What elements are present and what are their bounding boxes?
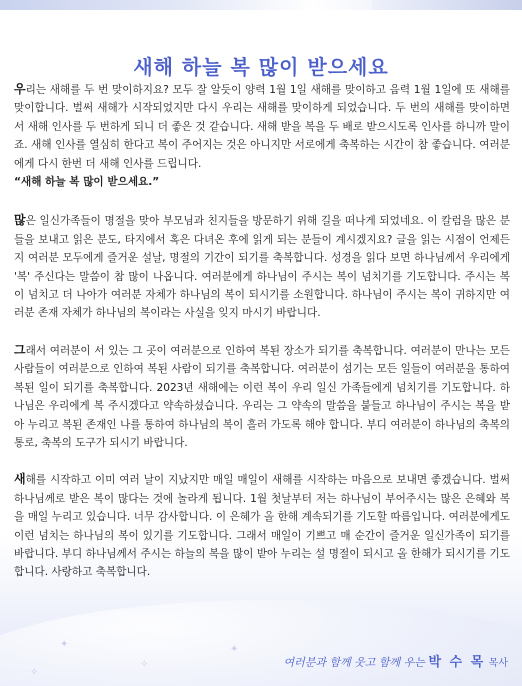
paragraph-initial: 많 [14, 213, 26, 228]
signature-role: 목사 [488, 658, 508, 669]
quote-line: “새해 하늘 복 많이 받으세요.” [14, 176, 160, 189]
page-title: 새해 하늘 복 많이 받으세요 [133, 55, 389, 80]
paragraph-2 [14, 211, 510, 322]
paragraph-4 [14, 470, 510, 581]
snowflake-icon: ✧ [30, 667, 39, 678]
paragraph-initial: 새 [14, 472, 26, 487]
paragraph-initial: 우 [14, 82, 26, 96]
signature-name: 박 수 목 [428, 655, 486, 670]
signature [283, 651, 508, 670]
signature-prefix: 여러분과 함께 웃고 함께 우는 [283, 656, 425, 669]
paragraph-3 [14, 341, 510, 452]
paragraph-text: 래서 여러분이 서 있는 그 곳이 여러분으로 인하여 복된 장소가 되기를 축복합니다. 여러분이 만나는 모든 사람들이 여러분으로 인하여 복된 사람이 되기를 축복합니다. 여러분이 섬기는 모든 일들이 여러분을 통하여 복된 일이 되기를 축복합니다. 2023년 새해에는 이런 복이 우리 일신 가족들에게 넘치기를 기도합니다. 하나님은 우리에게 복 주시겠다고 약속하셨습니다. 우리는 그 약속의 말씀을 붙들고 하나님이 주시는 복을 받아 누리고 복된 존재인 나를 통하여 하나님의 복이 흘러 가도록 해야 합니다. 부디 여러분이 하나님의 축복의 통로, 축복의 도구가 되시기 바랍니다. [14, 344, 510, 449]
snow-background [0, 600, 522, 686]
paragraph-text: 은 일신가족들이 명절을 맞아 부모님과 친지들을 방문하기 위해 길을 떠나게 되었네요. 이 칼럼을 많은 분들을 보내고 읽은 분도, 타지에서 혹은 다녀온 후에 읽게 되는 분들이 계시겠지요? 글을 읽는 시점이 언제든지 여러분 모두에게 즐거운 설날, 명절의 기간이 되기를 축복합니다. 성경을 읽다 보면 하나님께서 우리에게 '복' 주신다는 말씀이 참 많이 나옵니다. 여러분에게 하나님이 주시는 복이 넘치기를 기도합니다. 주시는 복이 넘치고 더 나아가 여러분 자체가 하나님의 복이 되시기를 소원합니다. 하나님이 주시는 복이 귀하지만 여러분 존재 자체가 하나님의 복이라는 사실을 잊지 마시기 바랍니다. [14, 215, 510, 320]
snowflake-icon: ✦ [60, 639, 69, 650]
paragraph-initial: 그 [14, 342, 26, 357]
paragraph-text: 리는 새해를 두 번 맞이하지요? 모두 잘 알듯이 양력 1월 1일 새해를 맞이하고 음력 1월 1일에 또 새해를 맞이합니다. 벌써 새해가 시작되었지만 다시 우리는 새해를 맞이하게 되었습니다. 두 번의 새해를 맞이하면서 새해 인사를 두 번하게 되니 더 좋은 것 같습니다. 새해 받을 복을 두 배로 받으시도록 인사를 하니까 말이죠. 새해 인사를 열심히 한다고 복이 주어지는 것은 아니지만 서로에게 축복하는 시간이 참 좋습니다. 여러분에게 다시 한번 더 새해 인사를 드립니다. [14, 84, 510, 170]
article-body [14, 80, 510, 600]
snowflake-icon: ✧ [140, 659, 149, 670]
paragraph-text: 해를 시작하고 이미 여러 날이 지났지만 매일 매일이 새해를 시작하는 마음으로 보내면 좋겠습니다. 벌써 하나님께로 받은 복이 많다는 것에 놀라게 됩니다. 1월 첫날부터 저는 하나님이 부어주시는 많은 은혜와 복을 매일 누리고 있습니다. 너무 감사합니다. 이 은혜가 올 한해 계속되기를 기도할 따름입니다. 여러분에게도 이런 넘치는 하나님의 복이 있기를 기도합니다. 그래서 매일이 기쁘고 매 순간이 즐거운 일신가족이 되기를 바랍니다. 부디 하나님께서 주시는 하늘의 복을 많이 받아 누리는 설 명절이 되시고 올 한해가 되시기를 기도합니다. 사랑하고 축복합니다. [14, 474, 510, 579]
paragraph-1 [14, 80, 510, 173]
top-decor-band-right [372, 0, 522, 10]
snowflake-icon: ✦ [230, 644, 239, 655]
